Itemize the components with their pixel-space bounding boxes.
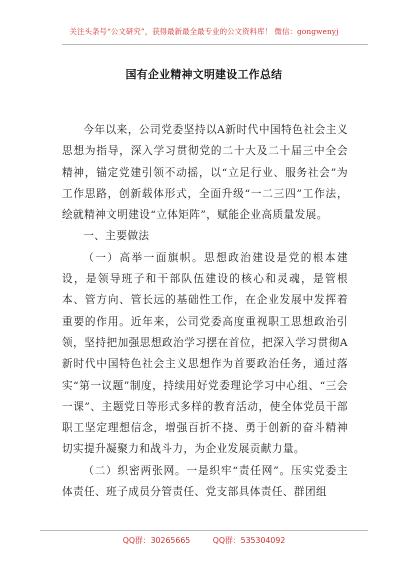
paragraph-one-banner: （一）高举一面旗帜。思想政治建设是党的根本建设，是领导班子和干部队伍建设的核心和灵魂，是管根本、管方向、管长远的基础性工作，在企业发展中发挥着重要的作用。近年来，公司党委高度重视职工思想政治引领，坚持把加强思想政治学习摆在首位，把深入学习贯彻A新时代中国特色社会主义思想作为首要政治任务，通过落实“第一议题”制度，持续用好党委理论学习中心组、“三会一课”、主题党日等形式多样的教育活动，使全体党员干部职工坚定理想信念，增强百折不挠、勇于创新的奋斗精神切实提升凝聚力和战斗力，为企业发展贡献力量。 (62, 251, 348, 456)
document-title: 国有企业精神文明建设工作总结 (125, 68, 283, 81)
footer (0, 535, 408, 546)
section-heading-main-practices: 一、主要做法 (83, 230, 150, 243)
document-body (62, 120, 348, 503)
footer-qq-group-2: QQ群：535304092 (212, 536, 286, 545)
intro-paragraph: 今年以来，公司党委坚持以A新时代中国特色社会主义思想为指导，深入学习贯彻党的二十大及二十届三中全会精神，锚定党建引领不动摇，以“立足行业、服务社会”为工作思路，创新载体形式，全面升级“一二三四”工作法，绘就精神文明建设“立体矩阵”，赋能企业高质量发展。 (62, 124, 348, 222)
header-divider (62, 44, 368, 45)
paragraph-two-nets: （二）织密两张网。一是织牢“责任网”。压实党委主体责任、班子成员分管责任、党支部具体责任、群团组 (62, 464, 348, 499)
footer-divider (40, 530, 368, 531)
footer-qq-group-1: QQ群：30265665 (122, 536, 191, 545)
header-banner: 关注头条号“公文研究”，获得最新最全最专业的公文资料库！ 微信：gongwenyj (69, 27, 339, 36)
